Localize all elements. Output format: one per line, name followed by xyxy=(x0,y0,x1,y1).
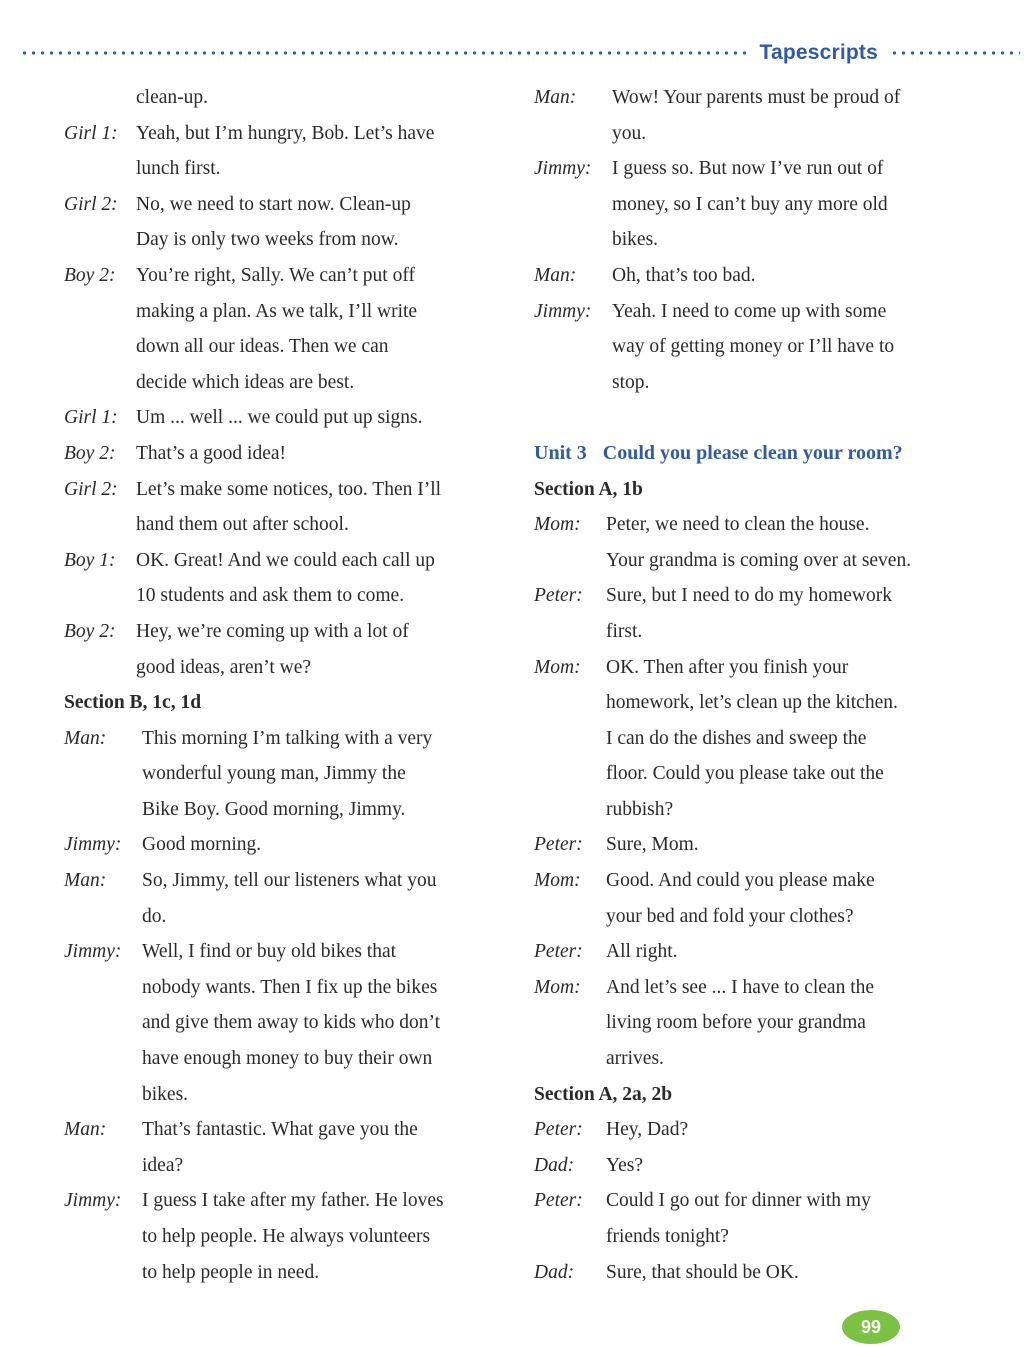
dialogue-line xyxy=(64,436,514,472)
speaker-label: Jimmy: xyxy=(64,834,122,856)
dialogue-text: Good morning. xyxy=(142,834,262,856)
dialogue-text: do. xyxy=(142,905,167,927)
dialogue-line xyxy=(534,863,994,899)
dialogue-line xyxy=(534,650,994,686)
dialogue-line xyxy=(64,863,514,899)
dialogue-text: So, Jimmy, tell our listeners what you xyxy=(142,870,437,892)
speaker-label: Jimmy: xyxy=(534,300,592,322)
unit-title: Could you please clean your room? xyxy=(602,441,903,464)
dialogue-text: stop. xyxy=(612,371,650,393)
dialogue-continuation-line xyxy=(534,1041,994,1077)
dialogue-text: homework, let’s clean up the kitchen. xyxy=(606,692,898,714)
dialogue-continuation-line xyxy=(534,1219,994,1255)
section-heading: Section B, 1c, 1d xyxy=(64,692,202,714)
dialogue-continuation-line xyxy=(534,614,994,650)
dialogue-continuation-line xyxy=(534,899,994,935)
dialogue-continuation-line xyxy=(64,507,514,543)
dialogue-line xyxy=(64,1112,514,1148)
dialogue-continuation-line xyxy=(64,80,514,116)
dialogue-line xyxy=(64,116,514,152)
dialogue-line xyxy=(64,827,514,863)
dialogue-text: good ideas, aren’t we? xyxy=(136,656,312,678)
dialogue-text: You’re right, Sally. We can’t put off xyxy=(136,264,415,286)
right-column xyxy=(534,80,994,1290)
dialogue-text: I can do the dishes and sweep the xyxy=(606,727,867,749)
dialogue-text: 10 students and ask them to come. xyxy=(136,585,405,607)
dialogue-text: your bed and fold your clothes? xyxy=(606,905,854,927)
speaker-label: Man: xyxy=(64,727,107,749)
dialogue-line xyxy=(534,827,994,863)
speaker-label: Mom: xyxy=(534,976,581,998)
dialogue-line xyxy=(534,1183,994,1219)
speaker-label: Man: xyxy=(534,264,577,286)
dialogue-line xyxy=(534,970,994,1006)
dialogue-line xyxy=(534,151,994,187)
dialogue-line xyxy=(64,400,514,436)
dialogue-continuation-line xyxy=(64,1148,514,1184)
unit-number: Unit 3 xyxy=(534,441,587,464)
speaker-label: Peter: xyxy=(534,941,583,963)
dialogue-text: nobody wants. Then I fix up the bikes xyxy=(142,976,438,998)
speaker-label: Peter: xyxy=(534,585,583,607)
dialogue-text: Bike Boy. Good morning, Jimmy. xyxy=(142,798,406,820)
dialogue-text: bikes. xyxy=(612,229,659,251)
dialogue-line xyxy=(534,258,994,294)
speaker-label: Mom: xyxy=(534,870,581,892)
dialogue-text: rubbish? xyxy=(606,798,674,820)
dialogue-continuation-line xyxy=(534,721,994,757)
speaker-label: Girl 2: xyxy=(64,478,118,500)
dialogue-continuation-line xyxy=(64,1077,514,1113)
speaker-label: Peter: xyxy=(534,834,583,856)
dialogue-continuation-line xyxy=(64,1005,514,1041)
dialogue-text: to help people in need. xyxy=(142,1261,320,1283)
speaker-label: Dad: xyxy=(534,1154,575,1176)
page-number: 99 xyxy=(860,1316,882,1337)
speaker-label: Boy 2: xyxy=(64,264,116,286)
dialogue-continuation-line xyxy=(534,1005,994,1041)
header-dotted-rule-left xyxy=(20,50,747,56)
dialogue-continuation-line xyxy=(534,685,994,721)
dialogue-text: All right. xyxy=(606,941,678,963)
dialogue-continuation-line xyxy=(64,578,514,614)
dialogue-continuation-line xyxy=(64,365,514,401)
dialogue-continuation-line xyxy=(64,1219,514,1255)
dialogue-continuation-line xyxy=(64,222,514,258)
unit-heading xyxy=(534,436,994,472)
dialogue-text: have enough money to buy their own xyxy=(142,1048,433,1070)
dialogue-text: Yeah, but I’m hungry, Bob. Let’s have xyxy=(136,122,435,144)
dialogue-text: I guess I take after my father. He loves xyxy=(142,1190,444,1212)
speaker-label: Girl 1: xyxy=(64,122,118,144)
dialogue-text: living room before your grandma xyxy=(606,1012,866,1034)
speaker-label: Boy 1: xyxy=(64,549,116,571)
dialogue-line xyxy=(64,614,514,650)
dialogue-text: arrives. xyxy=(606,1048,664,1070)
dialogue-text: Sure, that should be OK. xyxy=(606,1261,799,1283)
header-title: Tapescripts xyxy=(759,41,878,64)
dialogue-text: Hey, Dad? xyxy=(606,1119,689,1141)
dialogue-line xyxy=(534,934,994,970)
dialogue-text: Sure, but I need to do my homework xyxy=(606,585,892,607)
dialogue-text: down all our ideas. Then we can xyxy=(136,336,389,358)
dialogue-text: Day is only two weeks from now. xyxy=(136,229,399,251)
speaker-label: Man: xyxy=(534,87,577,108)
dialogue-continuation-line xyxy=(534,543,994,579)
dialogue-continuation-line xyxy=(64,970,514,1006)
dialogue-text: Well, I find or buy old bikes that xyxy=(142,941,397,963)
dialogue-text: Yes? xyxy=(606,1154,644,1176)
speaker-label: Mom: xyxy=(534,514,581,536)
dialogue-text: Hey, we’re coming up with a lot of xyxy=(136,620,409,642)
dialogue-text: making a plan. As we talk, I’ll write xyxy=(136,300,418,322)
header-dotted-rule-right xyxy=(890,50,1020,56)
dialogue-continuation-line xyxy=(64,899,514,935)
page-header xyxy=(20,36,1020,70)
dialogue-text: hand them out after school. xyxy=(136,514,349,536)
speaker-label: Jimmy: xyxy=(64,1190,122,1212)
dialogue-text: That’s a good idea! xyxy=(136,442,286,464)
dialogue-text: clean-up. xyxy=(136,87,209,108)
dialogue-continuation-line xyxy=(534,756,994,792)
dialogue-text: idea? xyxy=(142,1154,184,1176)
dialogue-text: you. xyxy=(612,122,647,144)
speaker-label: Boy 2: xyxy=(64,442,116,464)
speaker-label: Man: xyxy=(64,1119,107,1141)
dialogue-continuation-line xyxy=(64,756,514,792)
dialogue-text: Sure, Mom. xyxy=(606,834,699,856)
dialogue-text: first. xyxy=(606,620,643,642)
dialogue-text: Um ... well ... we could put up signs. xyxy=(136,407,423,429)
dialogue-continuation-line xyxy=(534,222,994,258)
left-column xyxy=(64,80,514,1290)
dialogue-line xyxy=(64,187,514,223)
speaker-label: Peter: xyxy=(534,1119,583,1141)
dialogue-line xyxy=(64,472,514,508)
dialogue-text: Could I go out for dinner with my xyxy=(606,1190,871,1212)
dialogue-line xyxy=(534,1255,994,1291)
dialogue-text: lunch first. xyxy=(136,158,221,180)
dialogue-text: Let’s make some notices, too. Then I’ll xyxy=(136,478,442,500)
dialogue-text: and give them away to kids who don’t xyxy=(142,1012,441,1034)
dialogue-text: Oh, that’s too bad. xyxy=(612,264,756,286)
dialogue-continuation-line xyxy=(534,187,994,223)
dialogue-line xyxy=(534,1112,994,1148)
dialogue-line xyxy=(64,721,514,757)
dialogue-text: This morning I’m talking with a very xyxy=(142,727,433,749)
dialogue-text: money, so I can’t buy any more old xyxy=(612,193,888,215)
dialogue-continuation-line xyxy=(64,650,514,686)
speaker-label: Girl 1: xyxy=(64,407,118,429)
dialogue-continuation-line xyxy=(534,329,994,365)
section-heading: Section A, 1b xyxy=(534,478,643,500)
dialogue-text: And let’s see ... I have to clean the xyxy=(606,976,875,998)
dialogue-text: Wow! Your parents must be proud of xyxy=(612,87,901,108)
dialogue-text: OK. Great! And we could each call up xyxy=(136,549,435,571)
dialogue-line xyxy=(534,1148,994,1184)
dialogue-text: Peter, we need to clean the house. xyxy=(606,514,870,536)
dialogue-continuation-line xyxy=(534,116,994,152)
dialogue-text: wonderful young man, Jimmy the xyxy=(142,763,406,785)
dialogue-text: Your grandma is coming over at seven. xyxy=(606,549,912,571)
dialogue-text: No, we need to start now. Clean-up xyxy=(136,193,411,215)
dialogue-continuation-line xyxy=(64,1255,514,1291)
dialogue-text: That’s fantastic. What gave you the xyxy=(142,1119,418,1141)
dialogue-line xyxy=(64,258,514,294)
speaker-label: Man: xyxy=(64,870,107,892)
dialogue-line xyxy=(64,543,514,579)
speaker-label: Peter: xyxy=(534,1190,583,1212)
dialogue-text: I guess so. But now I’ve run out of xyxy=(612,158,884,180)
dialogue-continuation-line xyxy=(534,792,994,828)
dialogue-line xyxy=(534,507,994,543)
dialogue-continuation-line xyxy=(534,365,994,401)
dialogue-text: way of getting money or I’ll have to xyxy=(612,336,895,358)
dialogue-line xyxy=(64,1183,514,1219)
dialogue-continuation-line xyxy=(64,329,514,365)
dialogue-line xyxy=(534,578,994,614)
speaker-label: Mom: xyxy=(534,656,581,678)
dialogue-text: to help people. He always volunteers xyxy=(142,1226,431,1247)
speaker-label: Jimmy: xyxy=(534,158,592,180)
speaker-label: Boy 2: xyxy=(64,620,116,642)
dialogue-text: floor. Could you please take out the xyxy=(606,763,884,785)
section-heading: Section A, 2a, 2b xyxy=(534,1083,673,1105)
dialogue-continuation-line xyxy=(64,1041,514,1077)
blank-line xyxy=(534,400,994,436)
dialogue-text: decide which ideas are best. xyxy=(136,371,355,393)
dialogue-text: OK. Then after you finish your xyxy=(606,656,849,678)
dialogue-line xyxy=(534,80,994,116)
dialogue-text: Good. And could you please make xyxy=(606,870,875,892)
dialogue-continuation-line xyxy=(64,792,514,828)
dialogue-text: Yeah. I need to come up with some xyxy=(612,300,887,322)
speaker-label: Dad: xyxy=(534,1261,575,1283)
speaker-label: Girl 2: xyxy=(64,193,118,215)
dialogue-text: friends tonight? xyxy=(606,1226,729,1247)
dialogue-text: bikes. xyxy=(142,1083,189,1105)
dialogue-line xyxy=(534,294,994,330)
dialogue-line xyxy=(64,934,514,970)
speaker-label: Jimmy: xyxy=(64,941,122,963)
dialogue-continuation-line xyxy=(64,151,514,187)
page-number-badge xyxy=(842,1310,900,1344)
dialogue-continuation-line xyxy=(64,294,514,330)
